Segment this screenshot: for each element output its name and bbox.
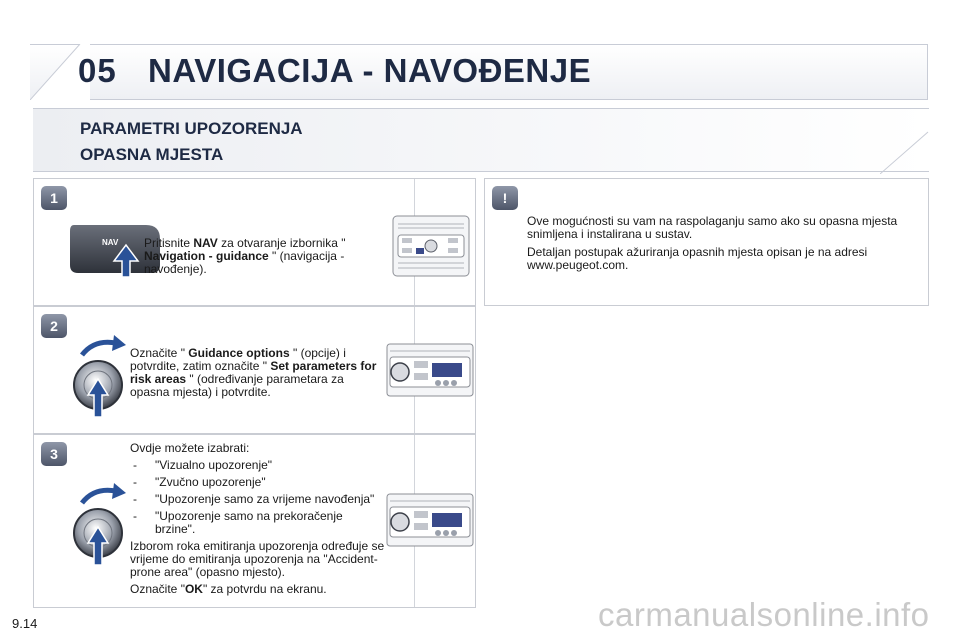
rotary-knob-icon xyxy=(68,481,128,565)
step-number-badge: 1 xyxy=(41,186,67,210)
radio-panel-image xyxy=(386,343,474,397)
confirm-instruction: Označite "OK" za potvrdu na ekranu. xyxy=(130,582,327,596)
rotary-knob-icon xyxy=(68,333,128,417)
warning-timing-paragraph: Izborom roka emitiranja upozorenja određuje se vrijeme do emitiranja upozorenja na "Accident-prone area" (opasno mjesto). xyxy=(130,539,385,579)
chapter-number: 05 xyxy=(78,52,117,89)
watermark: carmanualsonline.info xyxy=(598,596,930,633)
radio-panel-image xyxy=(386,493,474,547)
options-intro: Ovdje možete izabrati: xyxy=(130,441,250,455)
ok-label: OK xyxy=(184,582,203,596)
step-2-box xyxy=(33,306,476,434)
menu-name: Navigation - guidance xyxy=(144,249,269,263)
warning-badge-icon: ! xyxy=(492,186,518,210)
rotate-arrow-icon xyxy=(82,490,116,503)
step-number-badge: 2 xyxy=(41,314,67,338)
set-parameters-label: Set parameters for risk areas xyxy=(130,359,377,386)
rotate-arrow-icon xyxy=(82,342,116,355)
step-3-text xyxy=(130,442,386,600)
nav-key: NAV xyxy=(193,236,218,250)
option-item: - "Upozorenje samo na prekoračenje brzine". xyxy=(133,509,343,536)
step-2-text: Označite " Guidance options " (opcije) i potvrdite, zatim označite " Set parameters for risk areas " (određivanje parametara za opasna mjesta) i potvrdite. xyxy=(130,346,377,399)
note-text xyxy=(527,215,907,277)
step-1-text: Pritisnite NAV za otvaranje izbornika " Navigation - guidance " (navigacija - navođenje). xyxy=(144,236,346,276)
step-3-box xyxy=(33,434,476,608)
note-line: Detaljan postupak ažuriranja opasnih mjesta opisan je na adresi www.peugeot.com. xyxy=(527,245,868,272)
section-subtitle: OPASNA MJESTA xyxy=(80,145,224,164)
step-number-badge: 3 xyxy=(41,442,67,466)
step-1-box xyxy=(33,178,476,306)
option-item: - "Vizualno upozorenje" xyxy=(133,458,273,472)
corner-decoration xyxy=(880,130,930,174)
page-number: 9.14 xyxy=(12,616,38,631)
option-item: - "Zvučno upozorenje" xyxy=(133,475,266,489)
radio-panel-image xyxy=(392,215,470,277)
option-item: - "Upozorenje samo za vrijeme navođenja" xyxy=(133,492,375,506)
chapter-title: NAVIGACIJA - NAVOĐENJE xyxy=(148,52,592,89)
nav-button-label: NAV xyxy=(102,238,119,247)
note-box xyxy=(484,178,929,306)
note-line: Ove mogućnosti su vam na raspolaganju samo ako su opasna mjesta snimljena i instalirana u sustav. xyxy=(527,214,898,241)
guidance-options-label: Guidance options xyxy=(188,346,290,360)
section-title: PARAMETRI UPOZORENJA xyxy=(80,119,303,138)
